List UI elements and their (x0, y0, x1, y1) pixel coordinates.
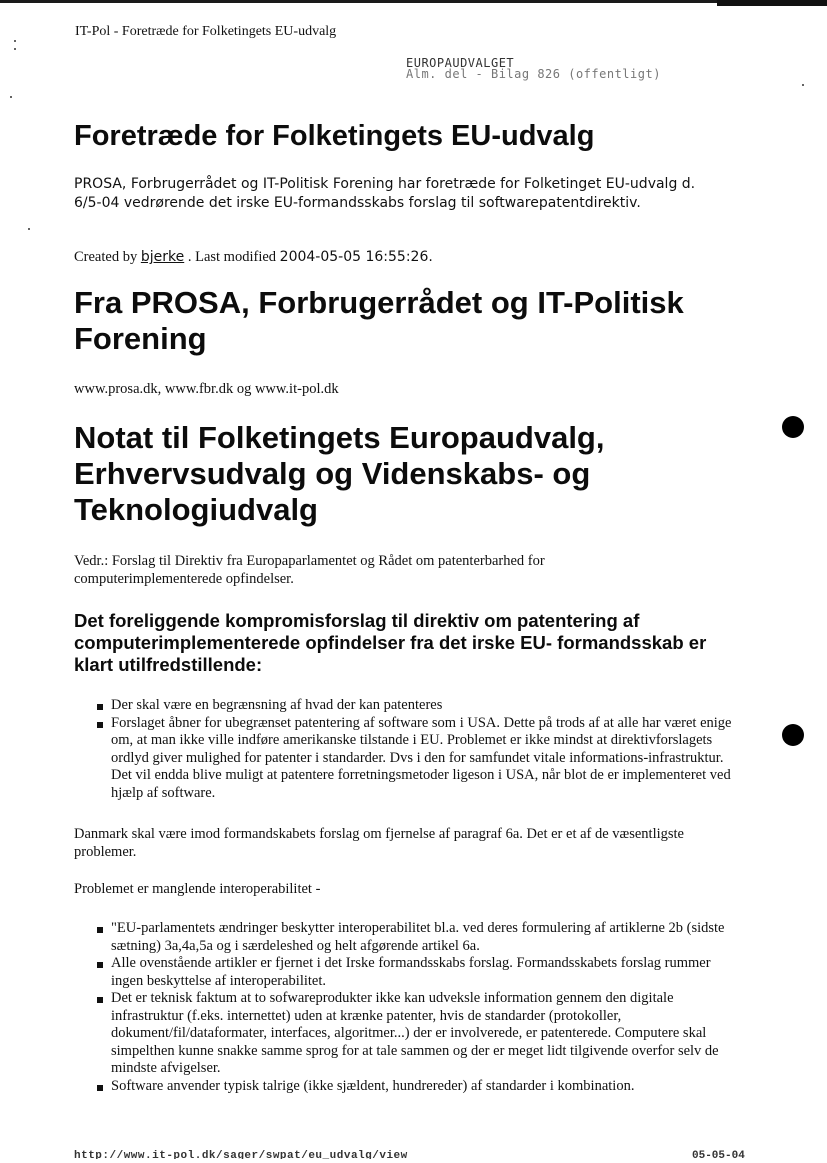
stamp-line-2: Alm. del - Bilag 826 (offentligt) (406, 67, 661, 81)
meta-line (74, 248, 724, 267)
vedr-paragraph: Vedr.: Forslag til Direktiv fra Europaparlamentet og Rådet om patenterbarhed for computerimplementerede opfindelser. (74, 553, 545, 587)
footer-date: 05-05-04 (692, 1150, 745, 1159)
website-list: www.prosa.dk, www.fbr.dk og www.it-pol.dk (74, 381, 339, 397)
page-header-title: IT-Pol - Foretræde for Folketingets EU-udvalg (75, 24, 337, 39)
archive-stamp (406, 58, 661, 80)
modified-date: 2004-05-05 16:55:26. (279, 249, 433, 265)
punch-hole-2 (782, 724, 804, 746)
punch-hole-1 (782, 416, 804, 438)
scan-speck (14, 40, 16, 42)
notat-heading: Notat til Folketingets Europaudvalg, Erhvervsudvalg og Videnskabs- og Teknologiudvalg (74, 420, 605, 527)
para-6a: Danmark skal være imod formandskabets forslag om fjernelse af paragraf 6a. Det er et af de væsentligste problemer. (74, 826, 684, 860)
list-item: Der skal være en begrænsning af hvad der kan patenteres (74, 697, 739, 715)
compromise-heading: Det foreliggende kompromisforslag til direktiv om patentering af computerimplementerede opfindelser fra det irske EU- formandsskab er klart utilfredstillende: (74, 610, 707, 675)
list-item: Det er teknisk faktum at to sofwareprodukter ikke kan udveksle information gennem den digitale infrastruktur (f.eks. internettet) uden at krænke patenter, hvis de standarder (protokoller, dokument/fil/dataformater, interfaces, algoritmer...) der er involverede, er patenterede. Computere skal simpelthen kunne snakke samme sprog for at tale sammen og der er meget lidt tilgivende overfor selv de mindste afvigelser. (74, 990, 739, 1078)
scan-speck (28, 228, 30, 230)
footer-url: http://www.it-pol.dk/sager/swpat/eu_udvalg/view (74, 1150, 408, 1159)
modified-label: . Last modified (187, 249, 277, 265)
author-link[interactable]: bjerke (140, 249, 185, 265)
list-item: Software anvender typisk talrige (ikke sjældent, hundrereder) af standarder i kombination. (74, 1078, 739, 1096)
list-item: Alle ovenstående artikler er fjernet i det Irske formandsskabs forslag. Formandsskabets forslag rummer ingen beskyttelse af interoperabilitet. (74, 955, 739, 990)
scan-top-border-right (717, 0, 827, 6)
created-label: Created by (74, 249, 138, 265)
bullet-list-2 (74, 920, 739, 1095)
scan-speck (802, 84, 804, 86)
scan-speck (10, 96, 12, 98)
intro-paragraph: PROSA, Forbrugerrådet og IT-Politisk Forening har foretræde for Folketinget EU-udvalg d. 6/5-04 vedrørende det irske EU-formandsskabs forslag til softwarepatentdirektiv. (74, 176, 696, 211)
para-interoperability: Problemet er manglende interoperabilitet - (74, 881, 321, 897)
from-heading: Fra PROSA, Forbrugerrådet og IT-Politisk Forening (74, 285, 684, 356)
page-title: Foretræde for Folketingets EU-udvalg (74, 120, 595, 152)
list-item: Forslaget åbner for ubegrænset patentering af software som i USA. Dette på trods af at alle har været enige om, at man ikke ville indføre amerikanske tilstande i EU. Problemet er ikke mindst at direktivforslagets ordlyd giver mulighed for patenter i standarder. Dvs i den for samfundet vitale informations-infrastruktur. Det vil endda blive muligt at patentere forretningsmetoder ligeson i USA, når blot de er implementeret ved hjælp af software. (74, 715, 739, 803)
scan-speck (14, 48, 16, 50)
bullet-list-1 (74, 697, 739, 802)
list-item: "EU-parlamentets ændringer beskytter interoperabilitet bl.a. ved deres formulering af artiklerne 2b (sidste sætning) 3a,4a,5a og i særdeleshed og helt afgørende artikel 6a. (74, 920, 739, 955)
stamp-line-1: EUROPAUDVALGET (406, 56, 515, 70)
scan-top-border (0, 0, 827, 3)
